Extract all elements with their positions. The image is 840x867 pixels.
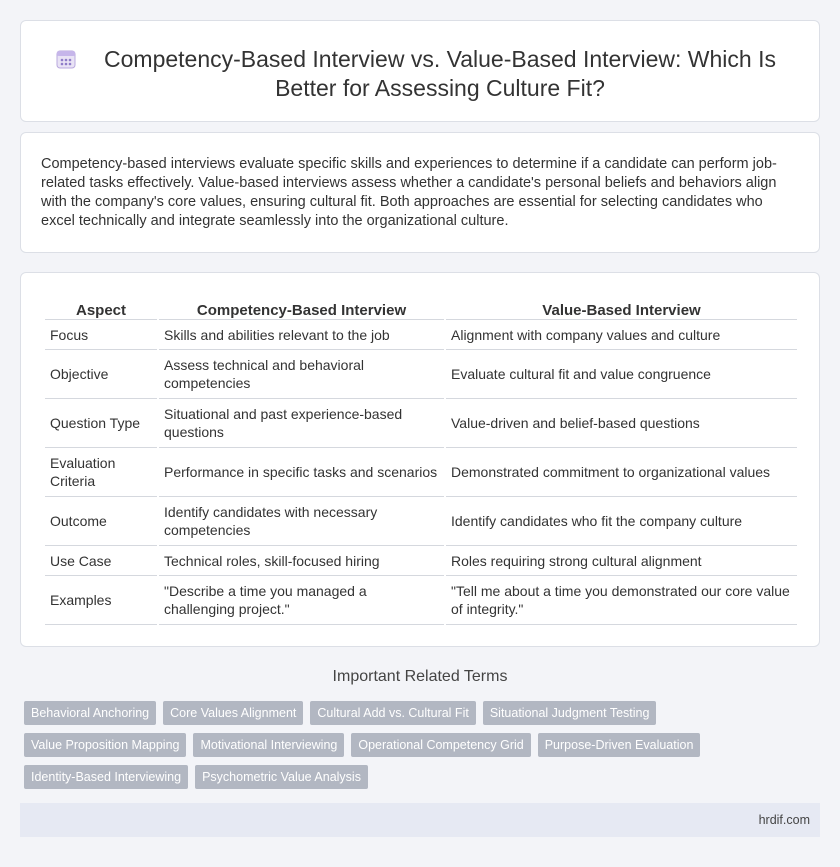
table-cell-value: Roles requiring strong cultural alignment [446,546,797,576]
related-terms-tags [24,701,816,789]
table-cell-competency: Technical roles, skill-focused hiring [159,546,444,576]
tag-motivational-interviewing[interactable]: Motivational Interviewing [193,733,344,757]
tag-identity-based-interviewing[interactable]: Identity-Based Interviewing [24,765,188,789]
table-cell-value: Demonstrated commitment to organizational values [446,448,797,497]
table-row [45,320,797,350]
table-cell-value: Alignment with company values and culture [446,320,797,350]
table-row [45,497,797,546]
table-cell-competency: Identify candidates with necessary competencies [159,497,444,546]
table-cell-aspect: Objective [45,350,157,399]
table-cell-value: Identify candidates who fit the company culture [446,497,797,546]
table-cell-competency: Assess technical and behavioral competencies [159,350,444,399]
table-header-row [45,295,797,320]
table-cell-aspect: Question Type [45,399,157,448]
table-cell-aspect: Outcome [45,497,157,546]
tag-purpose-driven-evaluation[interactable]: Purpose-Driven Evaluation [538,733,701,757]
table-cell-value: Evaluate cultural fit and value congruence [446,350,797,399]
intro-paragraph: Competency-based interviews evaluate specific skills and experiences to determine if a candidate can perform job-related tasks effectively. Value-based interviews assess whether a candidate's personal beliefs and behaviors align with the company's core values, ensuring cultural fit. Both approaches are essential for selecting candidates who excel technically and integrate seamlessly into the organizational culture. [41,156,777,229]
tag-psychometric-value-analysis[interactable]: Psychometric Value Analysis [195,765,368,789]
table-cell-value: Value-driven and belief-based questions [446,399,797,448]
table-cell-competency: "Describe a time you managed a challenging project." [159,576,444,625]
tag-operational-competency-grid[interactable]: Operational Competency Grid [351,733,530,757]
tag-situational-judgment-testing[interactable]: Situational Judgment Testing [483,701,657,725]
table-cell-aspect: Use Case [45,546,157,576]
table-cell-competency: Performance in specific tasks and scenarios [159,448,444,497]
page-title: Competency-Based Interview vs. Value-Based Interview: Which Is Better for Assessing Culture Fit? [104,46,776,101]
column-header-value: Value-Based Interview [446,295,797,320]
table-cell-aspect: Evaluation Criteria [45,448,157,497]
intro-card [20,132,820,253]
tag-core-values-alignment[interactable]: Core Values Alignment [163,701,303,725]
column-header-competency: Competency-Based Interview [159,295,444,320]
tag-value-proposition-mapping[interactable]: Value Proposition Mapping [24,733,186,757]
comparison-table-card [20,272,820,647]
related-terms-title: Important Related Terms [332,668,508,685]
column-header-aspect: Aspect [45,295,157,320]
calendar-icon [55,48,77,70]
table-cell-competency: Situational and past experience-based questions [159,399,444,448]
footer-site-link[interactable]: hrdif.com [758,813,810,827]
title-block [21,21,819,121]
table-cell-competency: Skills and abilities relevant to the job [159,320,444,350]
table-row [45,448,797,497]
tag-cultural-add-vs-cultural-fit[interactable]: Cultural Add vs. Cultural Fit [310,701,475,725]
tag-behavioral-anchoring[interactable]: Behavioral Anchoring [24,701,156,725]
table-row [45,399,797,448]
header-card [20,20,820,122]
table-row [45,350,797,399]
table-row [45,576,797,625]
table-cell-aspect: Examples [45,576,157,625]
comparison-table [43,295,799,625]
table-cell-value: "Tell me about a time you demonstrated our core value of integrity." [446,576,797,625]
table-row [45,546,797,576]
footer [20,803,820,837]
table-cell-aspect: Focus [45,320,157,350]
